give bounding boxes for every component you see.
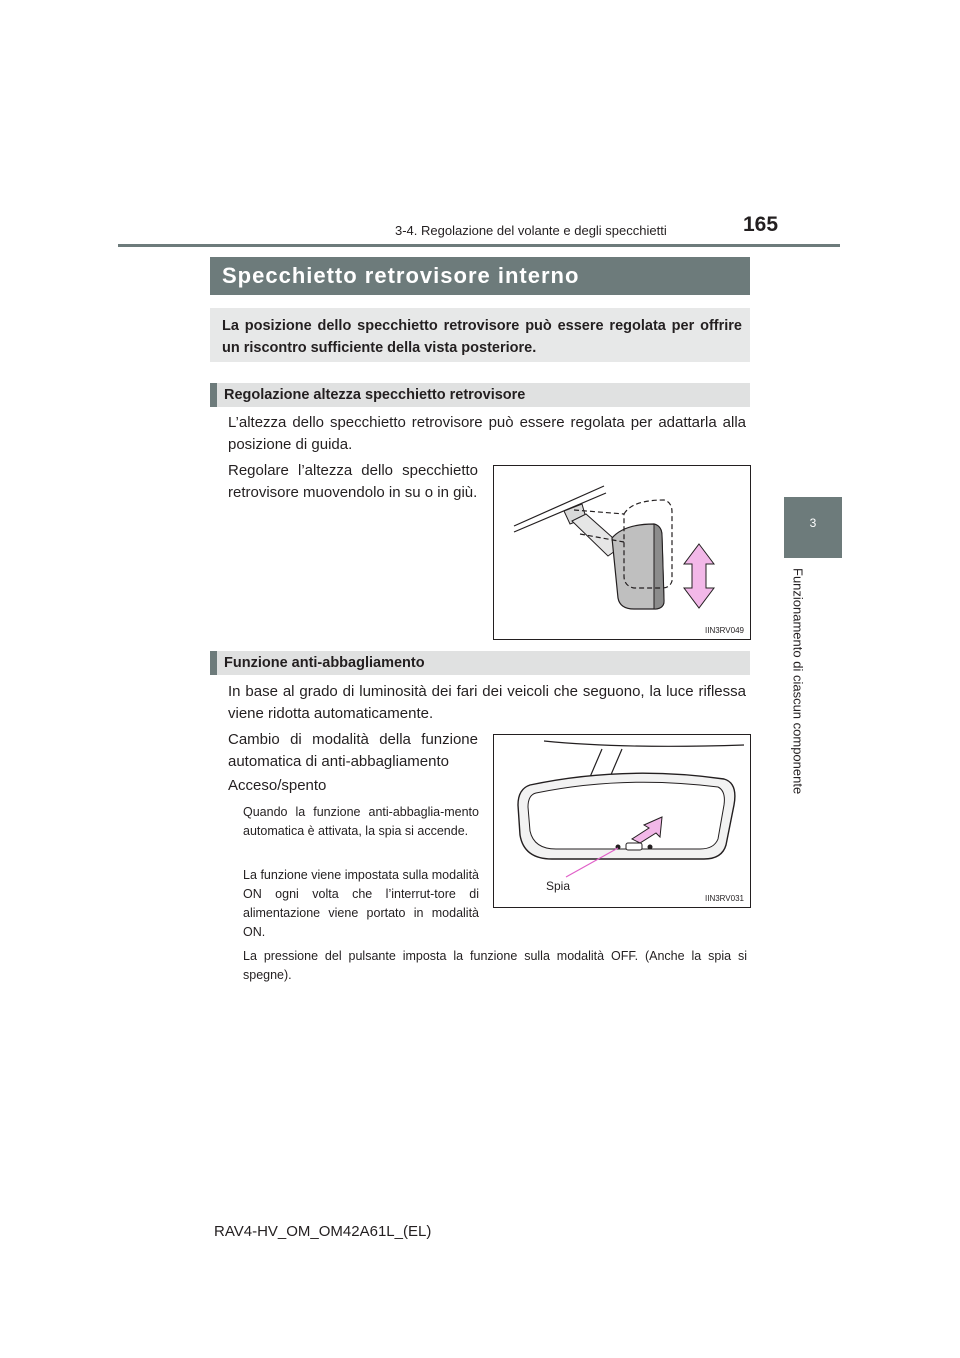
section-header: 3-4. Regolazione del volante e degli specchietti xyxy=(395,223,667,238)
header-rule xyxy=(118,244,840,247)
chapter-title-vertical xyxy=(784,568,814,798)
mirror-height-illustration xyxy=(494,466,750,639)
page-number: 165 xyxy=(743,213,779,236)
figure-code-antiglare: IIN3RV031 xyxy=(705,894,744,903)
antiglare-paragraph: In base al grado di luminosità dei fari dei veicoli che seguono, la luce riflessa viene ridotta automaticamente. xyxy=(228,683,746,722)
subheading-height: Regolazione altezza specchietto retrovisore xyxy=(224,387,526,403)
note-activated: Quando la funzione anti-abbaglia-mento automatica è attivata, la spia si accende. xyxy=(243,805,479,838)
figure-mirror-height xyxy=(493,465,751,640)
figure-code-height: IIN3RV049 xyxy=(705,626,744,635)
note-default-on: La funzione viene impostata sulla modalità ON ogni volta che l’interrut-tore di alimentazione viene portato in modalità ON. xyxy=(243,868,479,939)
antiglare-mirror-illustration xyxy=(494,735,750,907)
spia-label: Spia xyxy=(546,879,571,893)
note-button-off: La pressione del pulsante imposta la funzione sulla modalità OFF. (Anche la spia si spegne). xyxy=(243,949,747,982)
subheading-marker xyxy=(210,383,217,407)
figure-antiglare xyxy=(493,734,751,908)
chapter-title: Funzionamento di ciascun componente xyxy=(790,568,806,795)
page-title: Specchietto retrovisore interno xyxy=(222,263,580,288)
height-instruction: Regolare l’altezza dello specchietto retrovisore muovendolo in su o in giù. xyxy=(228,462,478,501)
chapter-number: 3 xyxy=(809,516,817,530)
height-paragraph: L’altezza dello specchietto retrovisore può essere regolata per adattarla alla posizione di guida. xyxy=(228,414,746,453)
subheading-marker xyxy=(210,651,217,675)
intro-text: La posizione dello specchietto retrovisore può essere regolata per offrire un riscontro sufficiente della vista posteriore. xyxy=(222,318,742,356)
on-off-label: Acceso/spento xyxy=(228,777,327,794)
mode-change-text: Cambio di modalità della funzione automatica di anti-abbagliamento xyxy=(228,731,478,770)
subheading-antiglare: Funzione anti-abbagliamento xyxy=(224,655,425,671)
footer-code: RAV4-HV_OM_OM42A61L_(EL) xyxy=(214,1223,432,1240)
